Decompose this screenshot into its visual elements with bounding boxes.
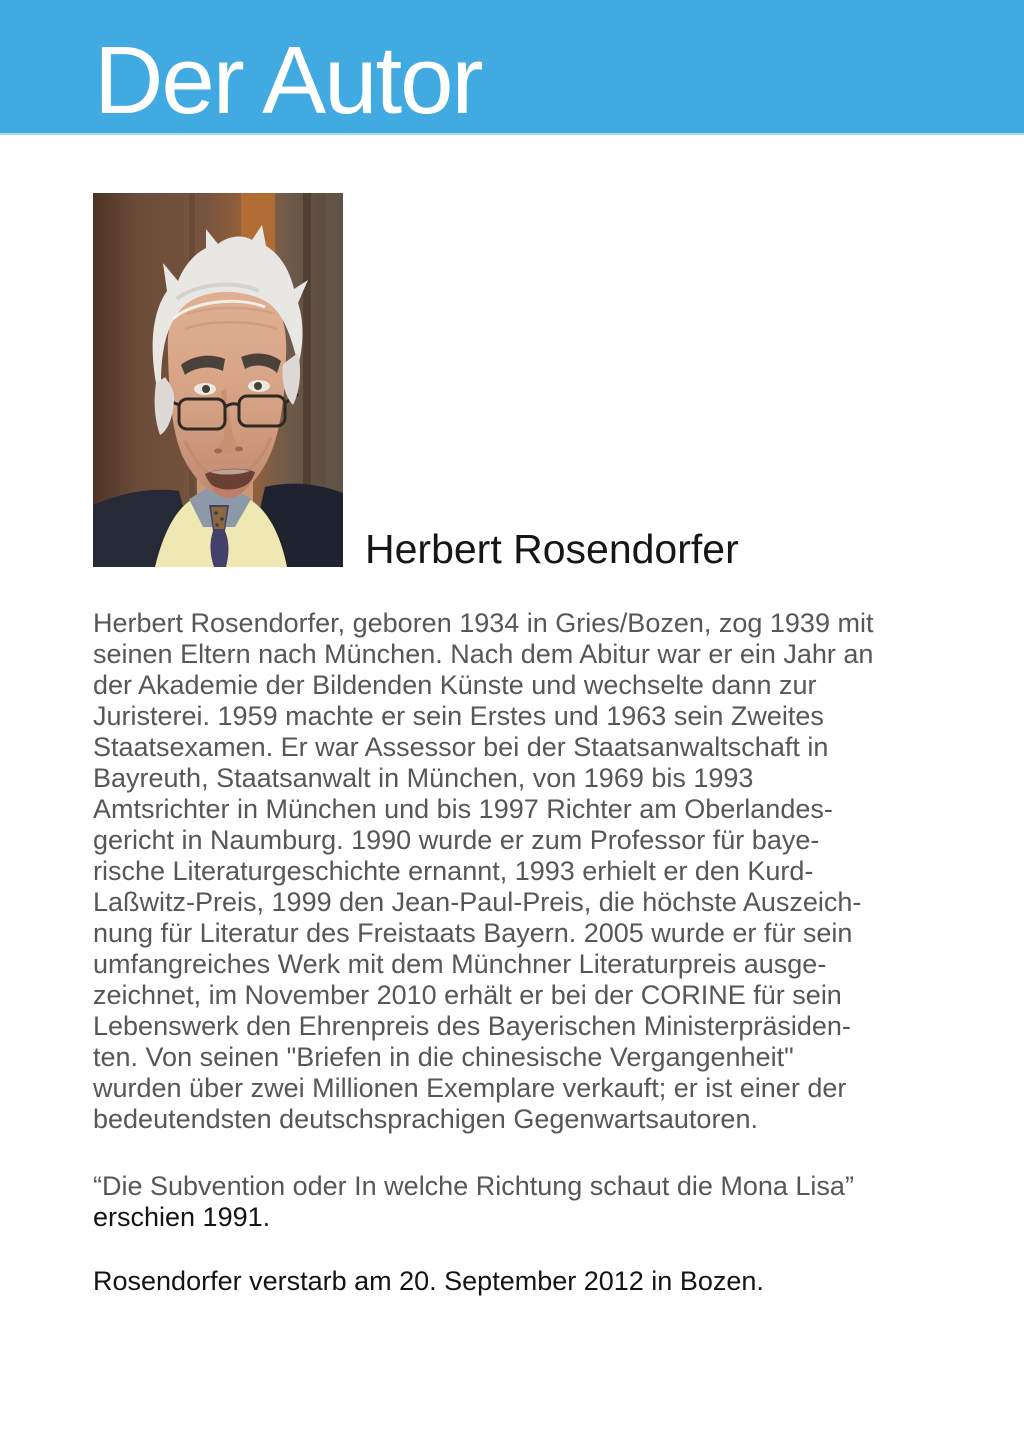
bio-paragraph [93,608,953,1135]
author-photo-illustration [93,193,343,567]
text-line: Laßwitz-Preis, 1999 den Jean-Paul-Preis, die höchste Auszeich- [93,887,862,917]
text-line: gericht in Naumburg. 1990 wurde er zum Professor für baye- [93,825,820,855]
text-line: seinen Eltern nach München. Nach dem Abitur war er ein Jahr an [93,639,874,669]
text-line: Amtsrichter in München und bis 1997 Richter am Oberlandes- [93,794,833,824]
page-title: Der Autor [94,27,482,134]
text-line: nung für Literatur des Freistaats Bayern. 2005 wurde er für sein [93,918,853,948]
book-quote-line: “Die Subvention oder In welche Richtung schaut die Mona Lisa” [93,1171,854,1201]
text-line: bedeutendsten deutschsprachigen Gegenwartsautoren. [93,1104,758,1134]
text-line: Bayreuth, Staatsanwalt in München, von 1969 bis 1993 [93,763,754,793]
biography-text [93,608,953,1297]
author-name: Herbert Rosendorfer [365,526,739,572]
text-line: zeichnet, im November 2010 erhält er bei der CORINE für sein [93,980,842,1010]
text-line: Juristerei. 1959 machte er sein Erstes und 1963 sein Zweites [93,701,824,731]
text-line: umfangreiches Werk mit dem Münchner Literaturpreis ausge- [93,949,827,979]
text-line: Staatsexamen. Er war Assessor bei der Staatsanwaltschaft in [93,732,829,762]
text-line: der Akademie der Bildenden Künste und wechselte dann zur [93,670,817,700]
text-line: Lebenswerk den Ehrenpreis des Bayerischen Ministerpräsiden- [93,1011,851,1041]
book-published-line: erschien 1991. [93,1202,271,1232]
book-quote-paragraph [93,1171,953,1233]
text-line: wurden über zwei Millionen Exemplare verkauft; er ist einer der [93,1073,847,1103]
text-line: rische Literaturgeschichte ernannt, 1993 erhielt er den Kurd- [93,856,814,886]
text-line: ten. Von seinen "Briefen in die chinesische Vergangenheit" [93,1042,794,1072]
death-note-line: Rosendorfer verstarb am 20. September 2012 in Bozen. [93,1266,764,1296]
text-line: Herbert Rosendorfer, geboren 1934 in Gries/Bozen, zog 1939 mit [93,608,874,638]
header-band [0,0,1024,135]
author-photo [93,193,343,567]
